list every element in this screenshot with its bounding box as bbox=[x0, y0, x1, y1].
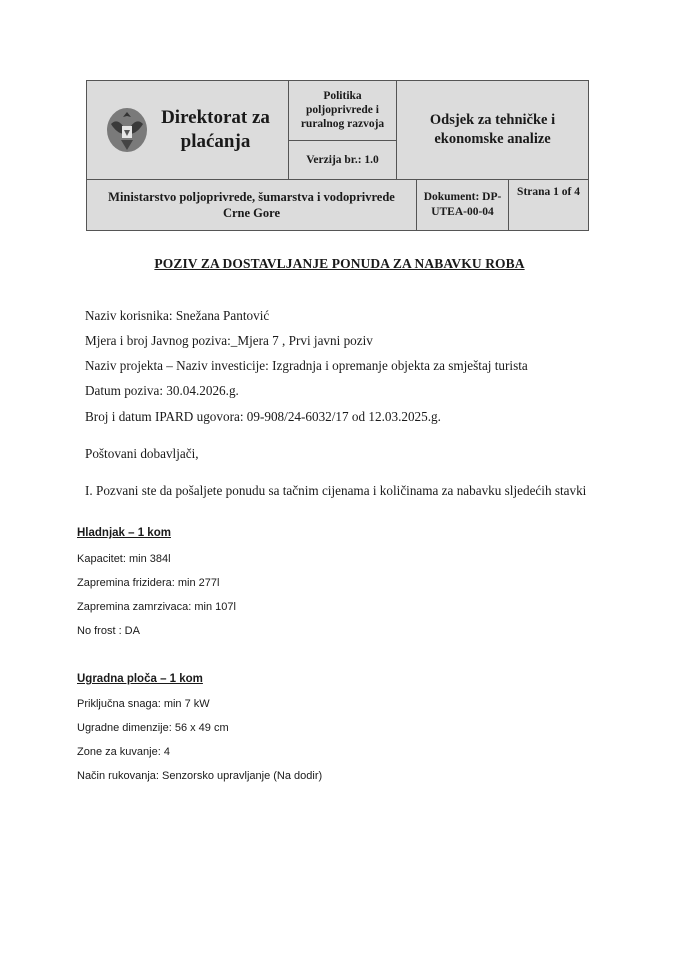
odsjek-line2: ekonomske analize bbox=[434, 131, 551, 147]
ministry-line1: Ministarstvo poljoprivrede, šumarstva i vodoprivrede bbox=[108, 190, 395, 204]
spec-line: Zapremina zamrzivaca: min 107l bbox=[77, 601, 236, 613]
odsjek-cell bbox=[397, 81, 589, 180]
beneficiary-name: Naziv korisnika: Snežana Pantović bbox=[85, 308, 270, 323]
spec-line: Zone za kuvanje: 4 bbox=[77, 746, 170, 758]
politika-cell bbox=[289, 81, 397, 141]
politika-line1: Politika bbox=[323, 90, 362, 103]
ipard-contract: Broj i datum IPARD ugovora: 09-908/24-6032/17 od 12.03.2025.g. bbox=[85, 409, 441, 424]
intro-paragraph: I. Pozvani ste da pošaljete ponudu sa tačnim cijenama i količinama za nabavku sljedećih stavki bbox=[85, 483, 587, 498]
document-id-line2: UTEA-00-04 bbox=[431, 206, 494, 218]
odsjek-line1: Odsjek za tehničke i bbox=[429, 112, 556, 128]
spec-line: Kapacitet: min 384l bbox=[77, 553, 171, 565]
politika-line3: ruralnog razvoja bbox=[300, 118, 385, 131]
item-heading-refrigerator: Hladnjak – 1 kom bbox=[77, 527, 171, 539]
page-number-cell: Strana 1 of 4 bbox=[509, 180, 589, 231]
spec-line: Priključna snaga: min 7 kW bbox=[77, 698, 210, 710]
project-name: Naziv projekta – Naziv investicije: Izgradnja i opremanje objekta za smještaj turista bbox=[85, 358, 528, 373]
directorate-cell bbox=[87, 81, 289, 180]
document-id-line1: Dokument: DP- bbox=[423, 191, 502, 203]
call-measure: Mjera i broj Javnog poziva:_Mjera 7 , Prvi javni poziv bbox=[85, 333, 373, 348]
spec-line: Način rukovanja: Senzorsko upravljanje (Na dodir) bbox=[77, 770, 323, 782]
version-cell: Verzija br.: 1.0 bbox=[289, 140, 397, 179]
document-title: POZIV ZA DOSTAVLJANJE PONUDA ZA NABAVKU ROBA bbox=[154, 256, 525, 271]
ministry-line2: Crne Gore bbox=[222, 206, 281, 220]
spec-line: Ugradne dimenzije: 56 x 49 cm bbox=[77, 722, 229, 734]
org-title-line2: plaćanja bbox=[180, 131, 251, 152]
greeting: Poštovani dobavljači, bbox=[85, 446, 199, 461]
spec-line: Zapremina frizidera: min 277l bbox=[77, 577, 220, 589]
document-id-cell bbox=[417, 180, 509, 231]
spec-line: No frost : DA bbox=[77, 625, 140, 637]
coat-of-arms-icon bbox=[105, 104, 149, 156]
politika-line2: poljoprivrede i bbox=[306, 104, 379, 117]
item-heading-cooktop: Ugradna ploča – 1 kom bbox=[77, 673, 203, 685]
document-header-table bbox=[86, 80, 589, 231]
call-date: Datum poziva: 30.04.2026.g. bbox=[85, 383, 239, 398]
org-title-line1: Direktorat za bbox=[161, 107, 270, 128]
ministry-cell bbox=[87, 180, 417, 231]
